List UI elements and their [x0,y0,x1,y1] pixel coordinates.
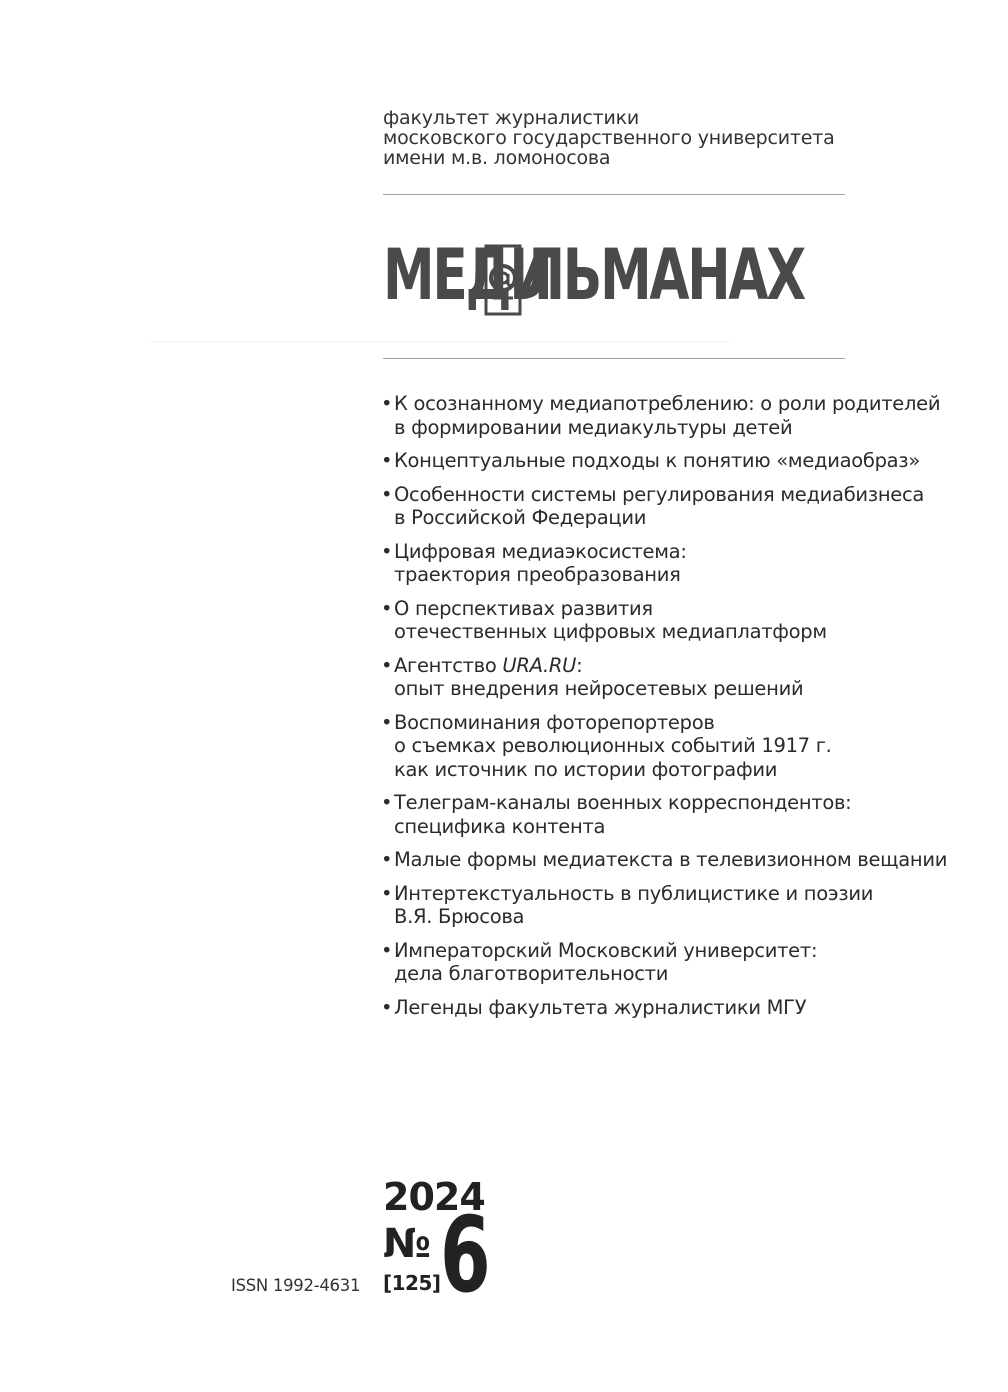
toc-line: в Российской Федерации [394,506,647,529]
toc-item [381,996,981,1020]
toc-line-suffix: : [576,653,583,677]
toc-bullet: • [381,938,393,962]
toc-line: Особенности системы регулирования медиабизнеса [394,482,925,506]
issue-number: 6 [440,1194,491,1316]
toc-item [381,654,981,701]
issue-year: 2024 [383,1175,485,1219]
publisher-block [383,108,835,168]
toc-item [381,540,981,587]
issue-total-number: [125] [383,1271,441,1295]
toc-bullet: • [381,995,393,1019]
toc-line: Легенды факультета журналистики МГУ [394,995,807,1019]
toc-line: К осознанному медиапотреблению: о роли родителей [394,392,941,415]
toc-line: В.Я. Брюсова [394,905,525,928]
masthead-right: ЛЬМАНАХ [522,234,804,316]
toc-bullet: • [381,596,393,620]
toc-line: опыт внедрения нейросетевых решений [394,677,804,700]
toc-line: как источник по истории фотографии [394,757,778,781]
toc-line: в формировании медиакультуры детей [394,415,793,439]
publisher-line-1: факультет журналистики [383,107,640,129]
bottom-divider [383,358,845,359]
toc-bullet: • [381,791,393,814]
toc-line [394,654,981,678]
toc-item [381,392,981,439]
toc-line: Малые формы медиатекста в телевизионном вещании [394,848,948,871]
toc-line: о съемках революционных событий 1917 г. [394,734,832,757]
toc-item [381,791,981,838]
toc-line: Воспоминания фоторепортеров [394,710,715,734]
toc-bullet: • [381,881,393,905]
toc-bullet: • [381,848,393,871]
top-divider [383,194,845,195]
toc-item [381,848,981,872]
toc-line: Императорский Московский университет: [394,938,818,962]
toc-line-prefix: Агентство [394,653,503,677]
at-sign-icon [483,244,523,316]
masthead-left: МЕДИ [383,234,551,316]
toc-bullet: • [381,710,393,734]
toc-line: Телеграм-каналы военных корреспондентов: [394,791,852,814]
toc-line: Интертекстуальность в публицистике и поэзии [394,881,874,905]
toc-bullet: • [381,539,393,563]
masthead-title [383,234,804,316]
toc-line: отечественных цифровых медиаплатформ [394,620,827,643]
toc-item [381,939,981,986]
faint-divider [150,341,730,342]
toc-bullet: • [381,482,393,506]
toc-item [381,882,981,929]
table-of-contents [381,392,981,1029]
issn-label: ISSN 1992-4631 [231,1276,361,1295]
toc-line: О перспективах развития [394,596,653,620]
toc-item [381,483,981,530]
toc-bullet: • [381,653,393,677]
toc-bullet: • [381,449,393,472]
toc-line: специфика контента [394,814,606,838]
toc-line: Цифровая медиаэкосистема: [394,539,687,563]
toc-line: Концептуальные подходы к понятию «медиаобраз» [394,449,921,472]
toc-item [381,597,981,644]
toc-line-italic: URA.RU [502,653,577,677]
publisher-line-2: московского государственного университета [383,127,835,149]
toc-line: траектория преобразования [394,563,681,586]
toc-line: дела благотворительности [394,962,669,985]
toc-bullet: • [381,392,393,415]
publisher-line-3: имени м.в. ломоносова [383,147,611,169]
issue-number-sign: № [383,1221,430,1267]
toc-item [381,711,981,782]
toc-item [381,449,981,473]
